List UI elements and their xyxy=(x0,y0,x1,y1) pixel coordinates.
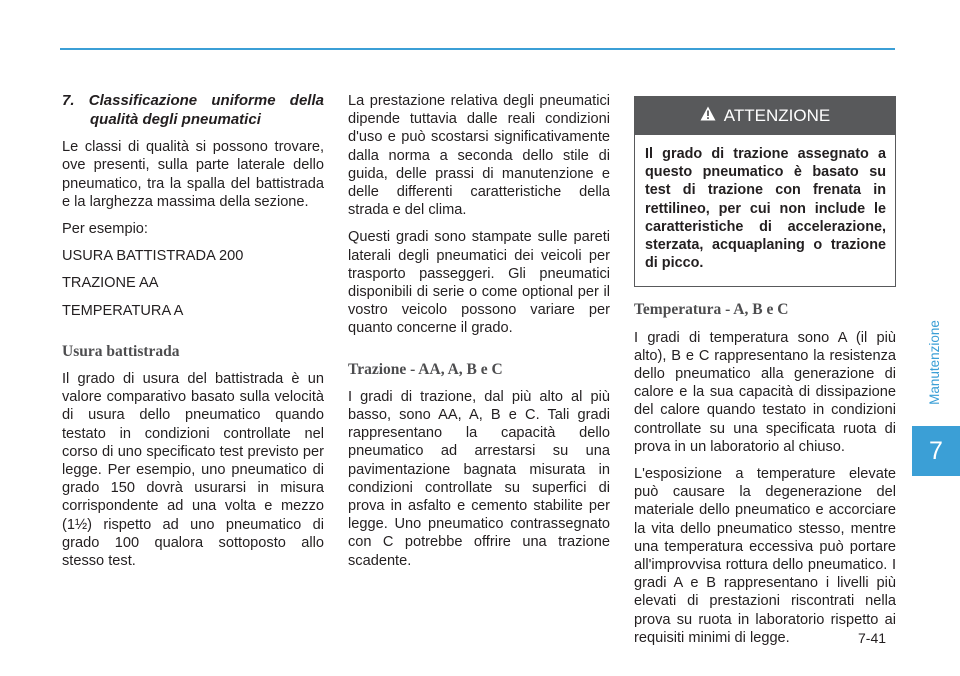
warning-triangle-icon xyxy=(700,106,716,125)
subheading: Temperatura - A, B e C xyxy=(634,301,789,319)
section-side-label: Manutenzione xyxy=(926,319,942,405)
example-line: TRAZIONE AA xyxy=(62,275,159,292)
paragraph: Questi gradi sono stampate sulle pareti laterali degli pneumatici dei veicoli per trasporto passeggeri. Gli pneumatici disponibili di serie o come optional per il vostro veicolo possono variare per quanto concerne il grado. xyxy=(348,229,610,337)
example-line: TEMPERATURA A xyxy=(62,302,184,319)
warning-header xyxy=(635,97,895,135)
warning-title: ATTENZIONE xyxy=(723,105,831,125)
warning-text: Il grado di trazione assegnato a questo pneumatico è basato su test di trazione con frenata in rettilineo, per cui non include le caratteristiche di accelerazione, sterzata, acquaplaning o trazione di picco. xyxy=(645,146,886,272)
example-line: USURA BATTISTRADA 200 xyxy=(62,248,244,265)
paragraph: Le classi di qualità si possono trovare, ove presenti, sulla parte laterale dello pneumatico, tra la spalla del battistrada e la larghezza massima della sezione. xyxy=(62,139,324,210)
subheading: Trazione - AA, A, B e C xyxy=(348,360,503,378)
top-rule xyxy=(60,48,895,50)
example-label: Per esempio: xyxy=(62,221,148,237)
paragraph: La prestazione relativa degli pneumatici dipende tuttavia dalle reali condizioni d'uso e può scostarsi significativamente dalla norma a seconda dello stile di guida, delle prassi di manutenzione e delle differenti caratteristiche della strada e del clima. xyxy=(348,93,610,219)
column-1 xyxy=(62,92,324,579)
paragraph: Il grado di usura del battistrada è un valore comparativo basato sulla velocità di usura dello pneumatico quando testato in condizioni controllate nel corso di uno specificato test previsto per legge. Per esempio, uno pneumatico di grado 150 dovrà usurarsi in misura corrispondente ad una volta e mezzo (1½) rispetto ad uno pneumatico di grado 100 qualora sottoposto allo stesso test. xyxy=(62,371,324,570)
column-2 xyxy=(348,92,610,579)
page-number: 7-41 xyxy=(858,630,887,646)
paragraph: L'esposizione a temperature elevate può causare la degenerazione del materiale dello pneumatico e accorciare la vita dello pneumatico stesso, mentre una temperatura eccessiva può portare all'improvvisa rottura dello pneumatico. I gradi A e B rappresentano i livelli più elevati di prestazioni riscontrati nella prova su ruota in laboratorio rispetto ai requisiti minimi di legge. xyxy=(634,466,896,646)
paragraph: I gradi di trazione, dal più alto al più basso, sono AA, A, B e C. Tali gradi rappresentano la capacità dello pneumatico ad arrestarsi su una pavimentazione bagnata misurata in condizioni controllate su superfici di prova in asfalto e cemento stabilite per legge. Uno pneumatico contrassegnato con C potrebbe offrire una trazione scadente. xyxy=(348,388,610,569)
section-heading: 7. Classificazione uniforme della qualità degli pneumatici xyxy=(62,92,324,128)
subheading: Usura battistrada xyxy=(62,342,180,360)
column-3 xyxy=(634,96,896,656)
warning-box xyxy=(634,96,896,287)
paragraph: I gradi di temperatura sono A (il più alto), B e C rappresentano la resistenza dello pneumatico alla generazione di calore e la sua capacità di dissipazione del calore quando testato in condizioni controllate su una specificata ruota di prova in un laboratorio al chiuso. xyxy=(634,329,896,455)
chapter-tab: 7 xyxy=(912,426,960,476)
